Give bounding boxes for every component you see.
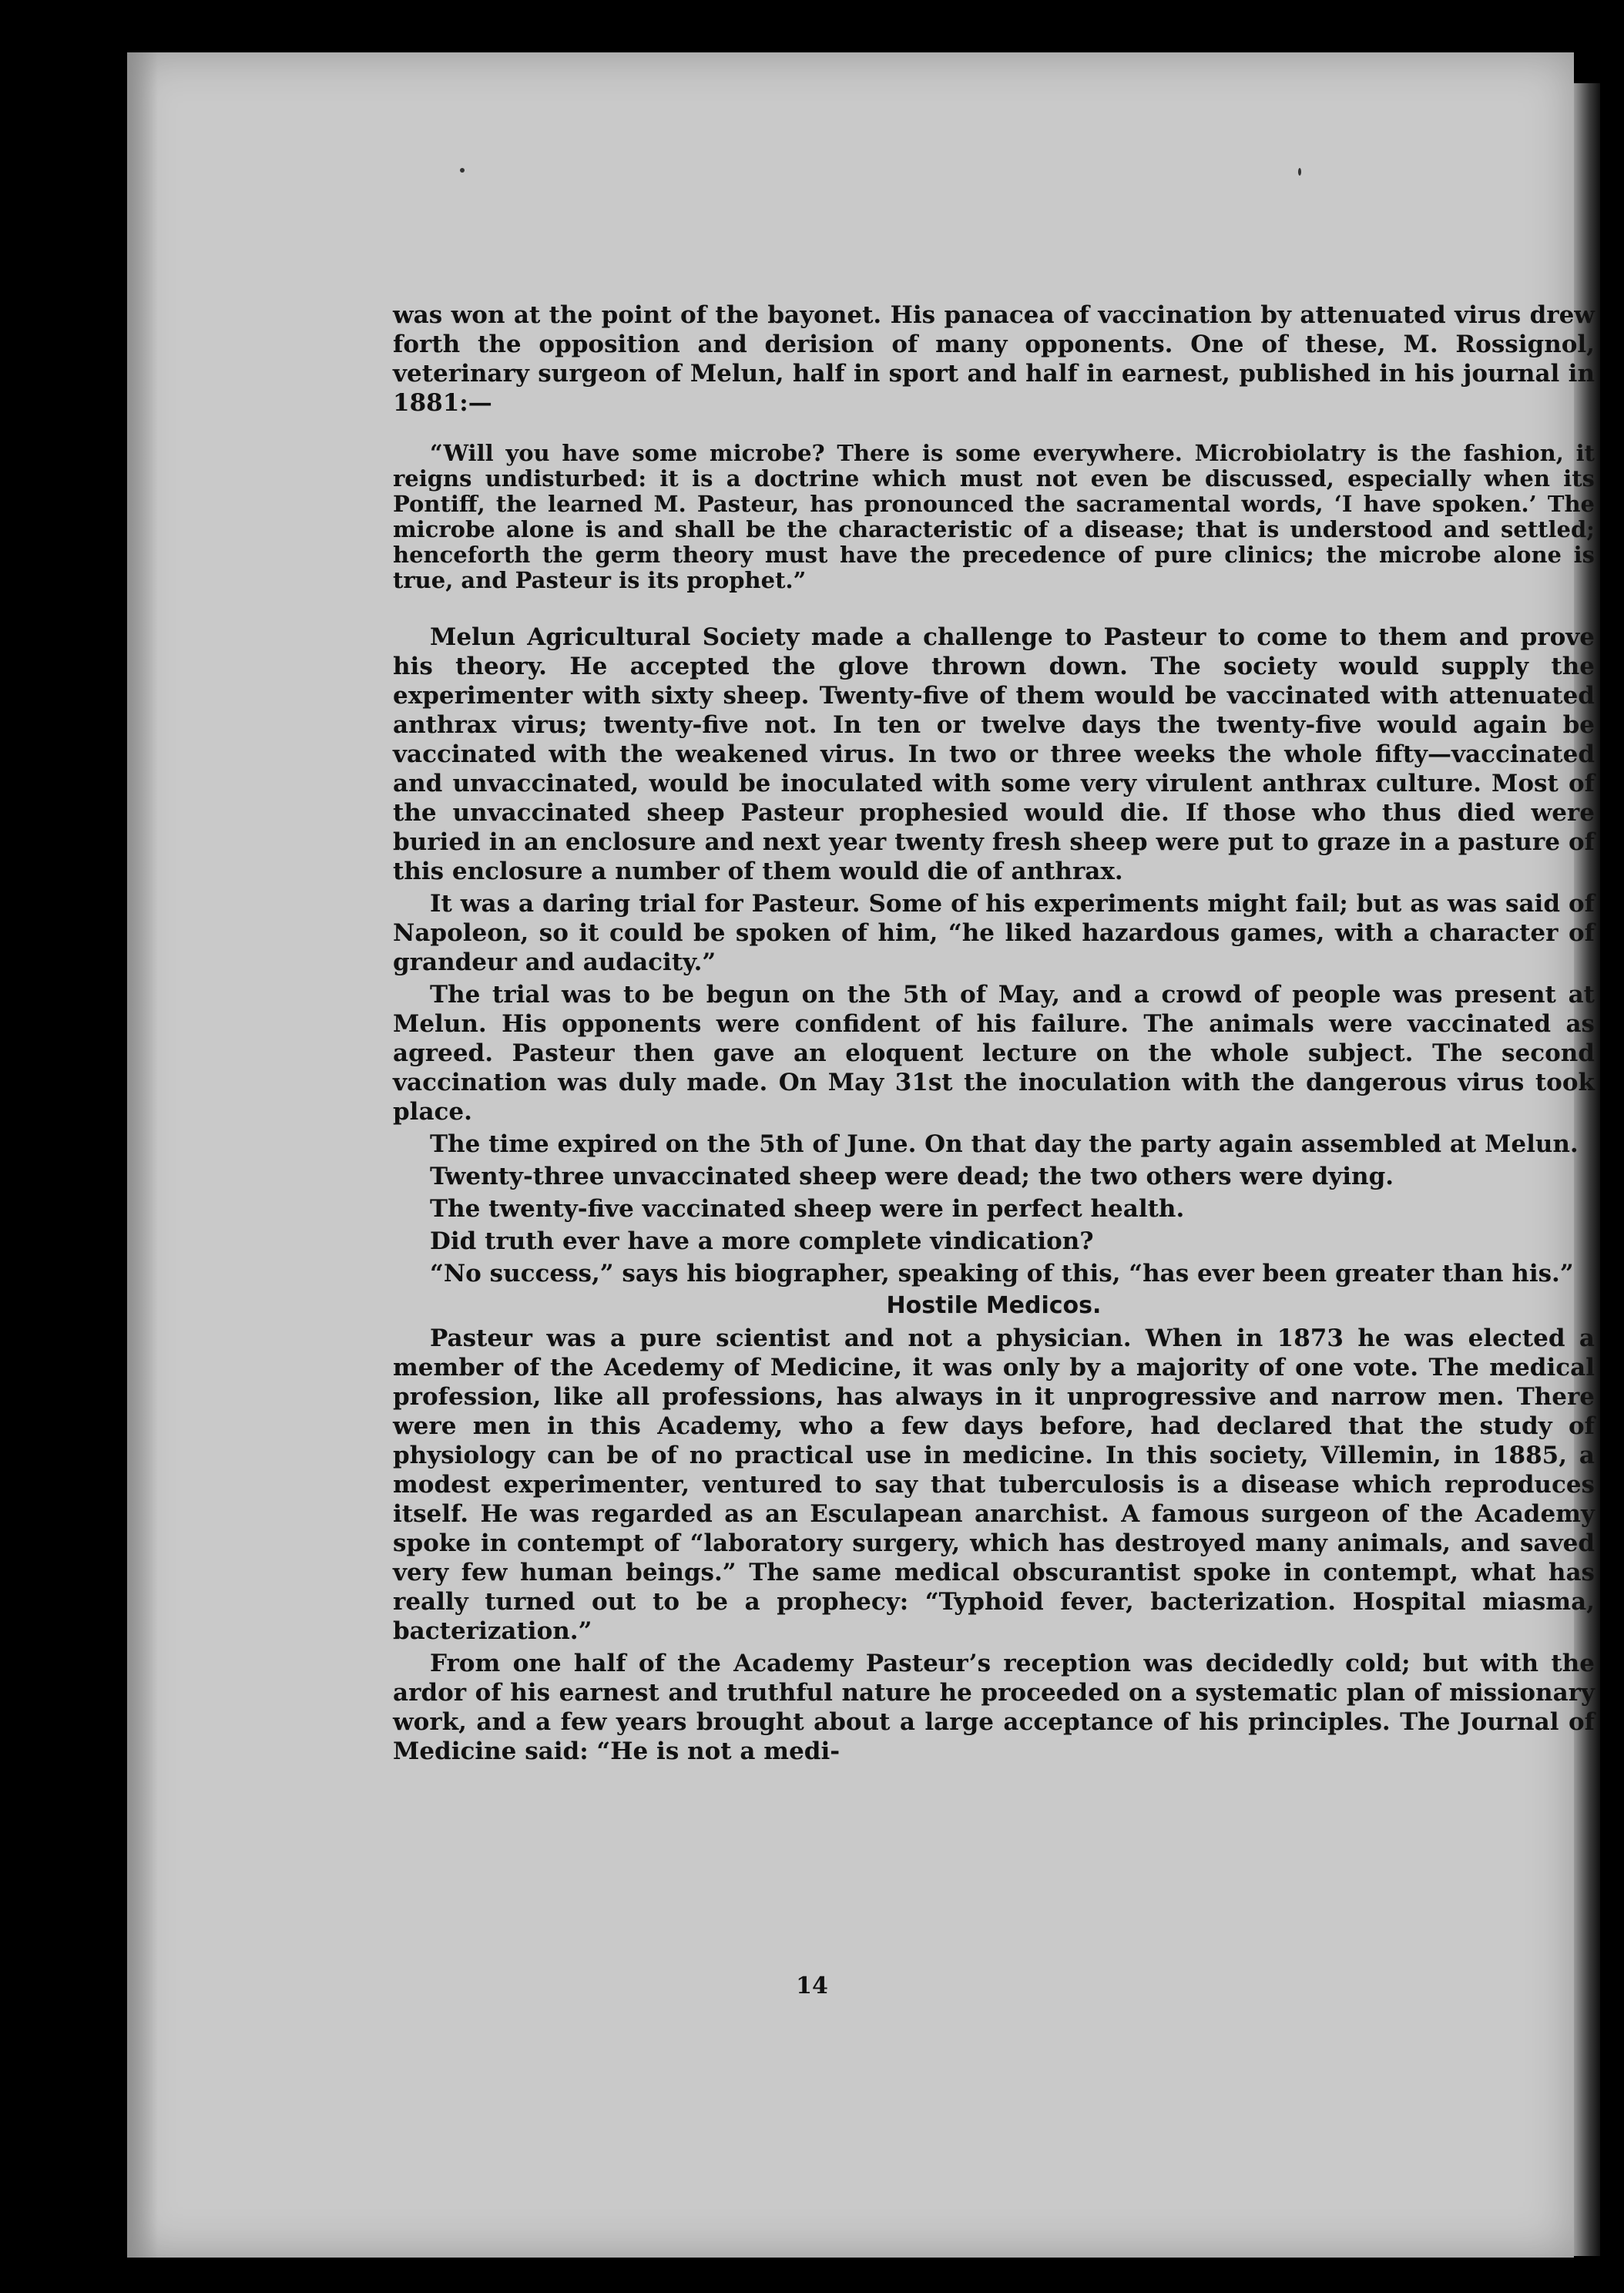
paragraph-trial-begun: The trial was to be begun on the 5th of May, and a crowd of people was present at Melun. His opponents were confident of his failure. The animals were vaccinated as agreed. Pasteur then gave an eloquent lecture on the whole subject. The second vaccination was duly made. On May 31st the inoculation with the dangerous virus took place. [393,981,1595,1126]
ink-speck [1298,168,1301,176]
paragraph-pure-scientist: Pasteur was a pure scientist and not a physician. When in 1873 he was elected a member of the Acedemy of Medicine, it was only by a majority of one vote. The medical profession, like all professions, has always in it unprogressive and narrow men. There were men in this Academy, who a few days before, had declared that the study of physiology can be of no practical use in medicine. In this society, Villemin, in 1885, a modest experimenter, ventured to say that tuberculosis is a disease which reproduces itself. He was regarded as an Esculapean anarchist. A famous surgeon of the Academy spoke in contempt of “laboratory surgery, which has destroyed many animals, and saved very few human beings.” The same medical obscurantist spoke in contempt, what has really turned out to be a prophecy: “Typhoid fever, bacterization. Hospital miasma, bacterization.” [393,1324,1595,1645]
paragraph-biographer: “No success,” says his biographer, speaking of this, “has ever been greater than his.” [430,1260,1574,1288]
book-page [127,52,1595,2258]
block-quote: “Will you have some microbe? There is some everywhere. Microbiolatry is the fashion, it reigns undisturbed: it is a doctrine which must not even be discussed, especially when its Pontiff, the learned M. Pasteur, has pronounced the sacramental words, ‘I have spoken.’ The microbe alone is and shall be the characteristic of a disease; that is understood and settled; henceforth the germ theory must have the precedence of pure clinics; the microbe alone is true, and Pasteur is its prophet.” [393,440,1595,593]
paragraph-vindication: Did truth ever have a more complete vindication? [430,1227,1094,1255]
section-heading: Hostile Medicos. [886,1292,1102,1319]
paragraph-daring-trial: It was a daring trial for Pasteur. Some of his experiments might fail; but as was said of Napoleon, so it could be spoken of him, “he liked hazardous games, with a character of grandeur and audacity.” [393,890,1595,976]
paragraph-sheep-dead: Twenty-three unvaccinated sheep were dead; the two others were dying. [430,1163,1394,1190]
paragraph-melun-society: Melun Agricultural Society made a challenge to Pasteur to come to them and prove his theory. He accepted the glove thrown down. The society would supply the experimenter with sixty sheep. Twenty-five of them would be vaccinated with attenuated anthrax virus; twenty-five not. In ten or twelve days the twenty-five would again be vaccinated with the weakened virus. In two or three weeks the whole fifty—vaccinated and unvaccinated, would be inoculated with some very virulent anthrax culture. Most of the unvaccinated sheep Pasteur prophesied would die. If those who thus died were buried in an enclosure and next year twenty fresh sheep were put to graze in a pasture of this enclosure a number of them would die of anthrax. [393,623,1595,885]
body-text [393,300,1595,1769]
page-gutter-shadow [127,52,158,2258]
paragraph-academy-reception: From one half of the Academy Pasteur’s reception was decidedly cold; but with the ardor of his earnest and truthful nature he proceeded on a systematic plan of missionary work, and a few years brought about a large acceptance of his principles. The Journal of Medicine said: “He is not a medi- [393,1650,1595,1765]
paragraph-sheep-health: The twenty-five vaccinated sheep were in perfect health. [430,1195,1185,1223]
paragraph-intro: was won at the point of the bayonet. His panacea of vaccination by attenuated virus drew forth the opposition and derision of many opponents. One of these, M. Rossignol, veterinary surgeon of Melun, half in sport and half in earnest, published in his journal in 1881:— [393,301,1595,417]
page-number: 14 [796,1972,828,1999]
paragraph-time-expired: The time expired on the 5th of June. On that day the party again assembled at Melun. [430,1130,1579,1158]
ink-speck [460,168,465,173]
